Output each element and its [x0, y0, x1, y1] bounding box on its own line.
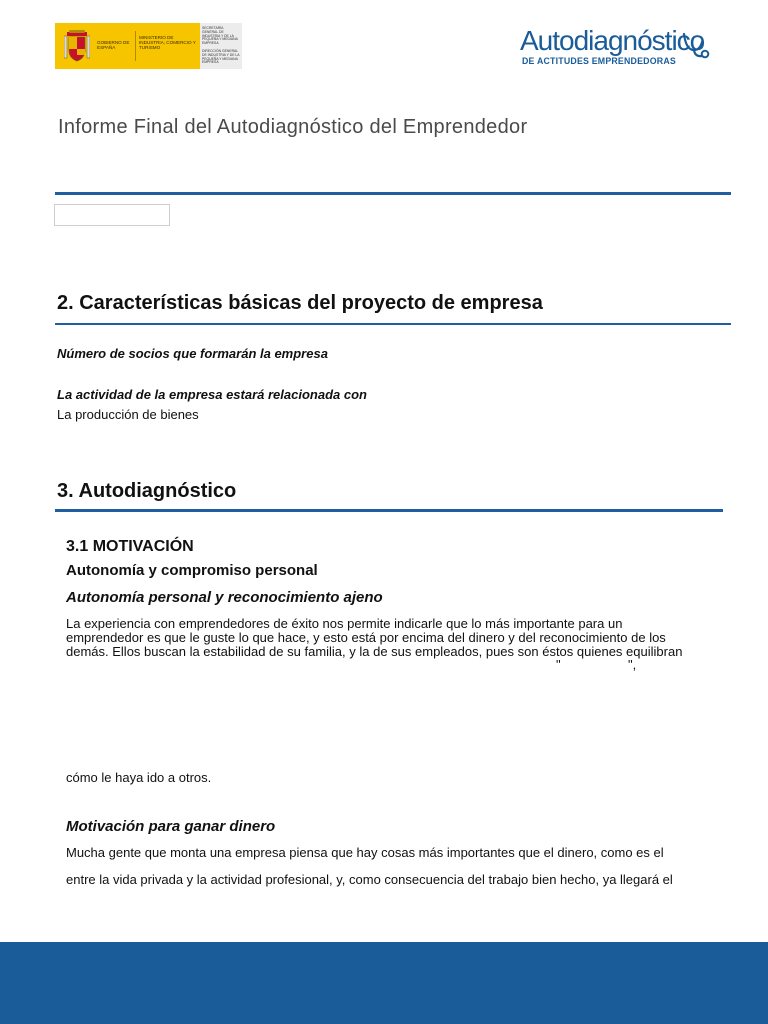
section-2-heading: 2. Características básicas del proyecto de empresa — [57, 292, 543, 314]
quote-open: " — [556, 657, 561, 672]
section-3-divider — [55, 509, 723, 512]
answer-business-activity: La producción de bienes — [57, 407, 199, 422]
money-paragraph-line-1: Mucha gente que monta una empresa piensa que hay cosas más importantes que el dinero, como es el — [66, 845, 664, 860]
autonomy-paragraph-end: cómo le haya ido a otros. — [66, 770, 212, 785]
empty-field-box — [54, 204, 170, 226]
title-divider — [55, 192, 731, 195]
secretariat-name: SECRETARÍA GENERAL DE INDUSTRIA Y DE LA PEQUEÑA Y MEDIANA EMPRESA — [202, 26, 238, 46]
topic-heading: Autonomía y compromiso personal — [66, 562, 318, 579]
brand-logo — [520, 24, 720, 70]
directorate-name: DIRECCIÓN GENERAL DE INDUSTRIA Y DE LA PEQUEÑA Y MEDIANA EMPRESA — [202, 49, 240, 65]
money-paragraph-line-2: entre la vida privada y la actividad profesional, y, como consecuencia del trabajo bien hecho, ya llegará el — [66, 872, 673, 887]
item-title-autonomy: Autonomía personal y reconocimiento ajeno — [66, 589, 383, 606]
autonomy-paragraph: La experiencia con emprendedores de éxito nos permite indicarle que lo más importante para un emprendedor es que le guste lo que hace, y esto está por encima del dinero y del reconocimiento de los demás. Ellos buscan la estabilidad de su familia, y la de sus empleados, pues son éstos quienes equilibran — [66, 616, 683, 659]
brand-subtitle: DE ACTITUDES EMPRENDEDORAS — [522, 56, 676, 66]
government-logo-grey-panel — [200, 23, 242, 69]
brand-name: Autodiagnóstico — [520, 25, 705, 56]
report-title: Informe Final del Autodiagnóstico del Emprendedor — [58, 116, 528, 138]
footer-band — [0, 942, 768, 1024]
item-title-money-motivation: Motivación para ganar dinero — [66, 818, 276, 835]
government-logo-yellow-panel — [55, 23, 200, 69]
coat-of-arms-icon — [64, 30, 90, 62]
section-3-heading: 3. Autodiagnóstico — [57, 480, 237, 502]
government-name: GOBIERNO DE ESPAÑA — [97, 40, 130, 50]
question-number-of-partners: Número de socios que formarán la empresa — [57, 346, 328, 361]
quote-close: ", — [628, 657, 637, 672]
section-2-divider — [55, 323, 731, 325]
subsection-heading-motivation: 3.1 MOTIVACIÓN — [66, 538, 194, 555]
government-logo — [55, 23, 242, 69]
stethoscope-icon — [682, 30, 712, 60]
question-business-activity: La actividad de la empresa estará relacionada con — [57, 387, 367, 402]
ministry-name: MINISTERIO DE INDUSTRIA, COMERCIO Y TURISMO — [139, 35, 196, 50]
government-logo-separator — [135, 31, 136, 61]
